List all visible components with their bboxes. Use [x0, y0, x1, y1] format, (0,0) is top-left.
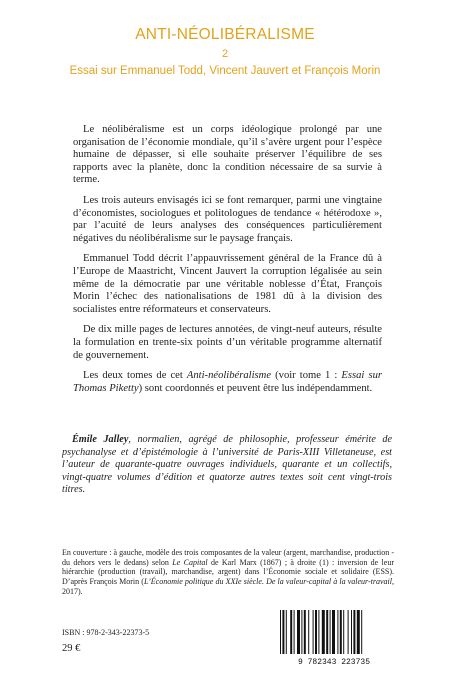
- barcode-bar: [286, 610, 287, 654]
- barcode-digits: 9 782343 223735: [297, 658, 371, 666]
- text-span: En couverture : à gauche, modèle des trois composantes de la valeur (argent, marchandise, production - du dehors vers le dedans) selon: [62, 548, 394, 567]
- barcode-bar: [326, 610, 328, 654]
- barcode: [272, 608, 396, 666]
- text-span: ) sont coordonnés et peuvent être lus indépendamment.: [138, 382, 373, 394]
- book-reference: Anti-néolibéralisme: [186, 370, 272, 382]
- barcode-bar: [357, 610, 360, 654]
- blurb-paragraph: Le néolibéralisme est un corps idéologique prolongé par une organisation de l’économie mondiale, qu’il s’avère urgent pour l’espèce humaine de dépasser, si elle souhaite préserver l’équilibre de ses rapports avec la planète, donc la condition nécessaire de sa survie à terme.: [73, 124, 382, 186]
- barcode-bar: [313, 610, 314, 654]
- barcode-bar: [340, 610, 342, 654]
- barcode-bar: [308, 610, 309, 654]
- cover-header: [0, 26, 450, 78]
- book-subtitle: Essai sur Emmanuel Todd, Vincent Jauvert et François Morin: [69, 65, 381, 77]
- barcode-bar: [353, 610, 355, 654]
- barcode-bar: [351, 610, 352, 654]
- barcode-bar: [361, 610, 362, 654]
- blurb-paragraph: [73, 370, 382, 395]
- blurb-text: [73, 124, 382, 403]
- barcode-bar: [330, 610, 331, 654]
- book-title: ANTI-NÉOLIBÉRALISME: [135, 26, 315, 43]
- barcode-bar: [290, 610, 292, 654]
- barcode-bar: [337, 610, 338, 654]
- blurb-paragraph: Les trois auteurs envisagés ici se font remarquer, parmi une vingtaine d’économistes, sociologues et politologues de tendance « hétérodoxe », par l’acuité de leurs analyses des conséquences particulièrement négatives du néolibéralisme sur le paysage français.: [73, 194, 382, 244]
- book-reference: Essai sur Thomas Piketty: [73, 370, 382, 394]
- barcode-bar: [343, 610, 344, 654]
- barcode-bar: [304, 610, 306, 654]
- price: 29 €: [62, 643, 81, 654]
- text-span: de Karl Marx (1867) ; à droite (1) : inversion de leur hiérarchie (production (travail), marchandise, argent) dans l’Économie sociale et solidaire (ESS). D’après François Morin (: [62, 557, 394, 587]
- barcode-bar: [280, 610, 281, 654]
- author-name: Émile Jalley: [72, 434, 129, 445]
- barcode-bar: [282, 610, 284, 654]
- blurb-paragraph: De dix mille pages de lectures annotées, de vingt-neuf auteurs, résulte la formulation en trente-six points d’un véritable programme alternatif de gouvernement.: [73, 324, 382, 361]
- text-span: , 2017).: [62, 577, 394, 596]
- barcode-bar: [348, 610, 349, 654]
- author-bio: [62, 434, 392, 497]
- barcode-bar: [322, 610, 325, 654]
- isbn: ISBN : 978-2-343-22373-5: [62, 628, 150, 637]
- book-reference: L’Économie politique du XXIe siècle. De la valeur-capital à la valeur-travail: [143, 577, 392, 587]
- author-bio-text: , normalien, agrégé de philosophie, professeur émérite de psychanalyse et d’épistémologie à l’université de Paris-XIII Villetaneuse, est l’auteur de quarante-quatre ouvrages individuels, quarante et un collectifs, vingt-quatre volumes d’édition et quatorze autres textes soit cent vingt-trois titres.: [62, 434, 393, 495]
- barcode-bar: [315, 610, 317, 654]
- barcode-bar: [318, 610, 319, 654]
- cover-note: [62, 548, 394, 597]
- volume-number: 2: [221, 48, 229, 60]
- barcode-bar: [297, 610, 300, 654]
- barcode-bar: [301, 610, 302, 654]
- barcode-bar: [294, 610, 295, 654]
- barcode-bar: [332, 610, 335, 654]
- text-span: (voir tome 1 :: [271, 370, 342, 382]
- book-reference: Le Capital: [172, 557, 208, 567]
- text-span: Les deux tomes de cet: [83, 370, 187, 382]
- blurb-paragraph: Emmanuel Todd décrit l’appauvrissement général de la France dû à l’Europe de Maastricht, Vincent Jauvert la corruption légalisée au sein même de la démocratie par une véritable noblesse d’État, François Morin l’échec des nationalisations de 1981 dû à la division des socialistes entre réformateurs et conservateurs.: [73, 253, 382, 315]
